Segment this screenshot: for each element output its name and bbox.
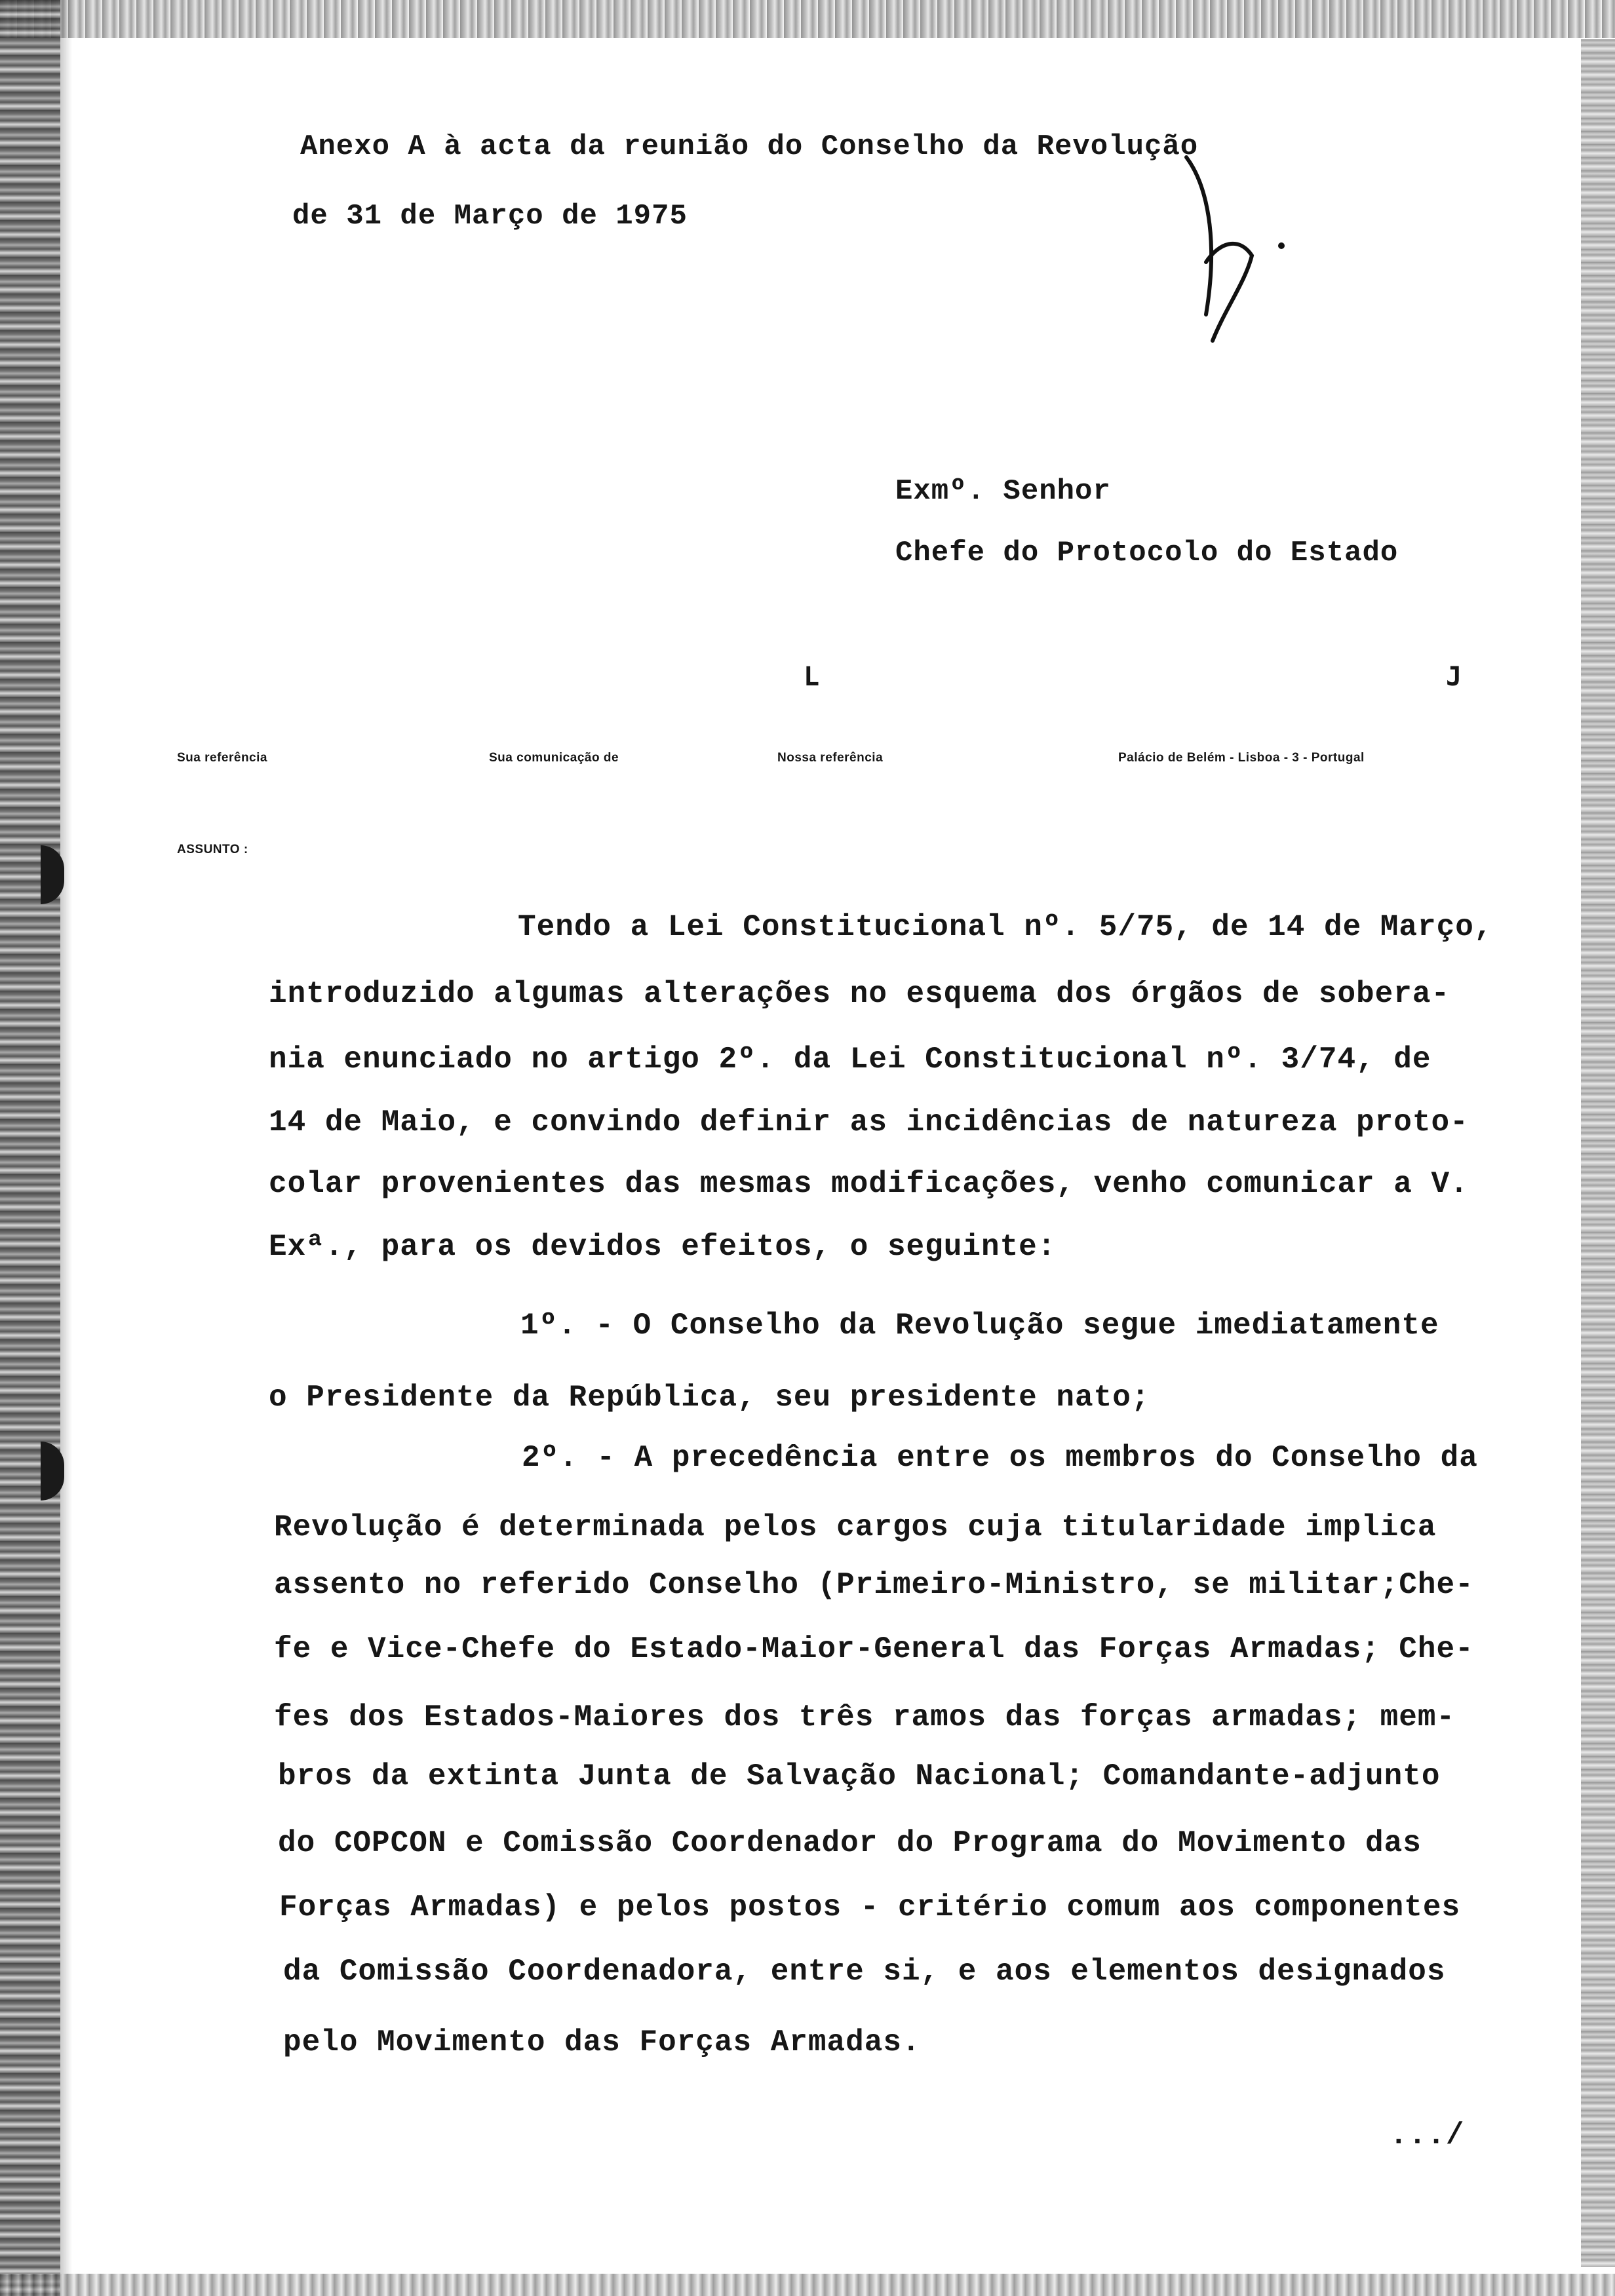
body-line: fe e Vice-Chefe do Estado-Maior-General das Forças Armadas; Che- (274, 1632, 1474, 1666)
address-window-bracket-left: L (804, 662, 820, 692)
scan-edge-top (0, 0, 1615, 38)
body-line: colar provenientes das mesmas modificações, venho comunicar a V. (269, 1167, 1469, 1201)
body-line: introduzido algumas alterações no esquema dos órgãos de sobera- (269, 977, 1450, 1011)
scan-edge-bottom (0, 2274, 1615, 2296)
body-line: fes dos Estados-Maiores dos três ramos das forças armadas; mem- (274, 1700, 1456, 1734)
header-line-2: de 31 de Março de 1975 (292, 200, 688, 233)
body-line: Revolução é determinada pelos cargos cuja titularidade implica (274, 1510, 1437, 1544)
body-line: 1º. - O Conselho da Revolução segue imediatamente (520, 1309, 1439, 1343)
body-line: da Comissão Coordenadora, entre si, e aos elementos designados (283, 1955, 1446, 1989)
label-sua-referencia: Sua referência (177, 751, 267, 765)
body-line: nia enunciado no artigo 2º. da Lei Constitucional nº. 3/74, de (269, 1043, 1431, 1077)
header-line-1: Anexo A à acta da reunião do Conselho da Revolução (300, 130, 1199, 163)
body-line: Forças Armadas) e pelos postos - critério comum aos componentes (279, 1890, 1461, 1924)
body-line: do COPCON e Comissão Coordenador do Programa do Movimento das (278, 1826, 1422, 1860)
addressee-line-1: Exmº. Senhor (895, 475, 1111, 508)
continuation-mark: .../ (1390, 2118, 1465, 2152)
scan-edge-right (1581, 39, 1615, 2267)
body-line: bros da extinta Junta de Salvação Nacional; Comandante-adjunto (278, 1759, 1441, 1793)
body-line: Exª., para os devidos efeitos, o seguinte: (269, 1230, 1057, 1264)
body-line: o Presidente da República, seu presidente nato; (269, 1381, 1150, 1415)
letterhead-address: Palácio de Belém - Lisboa - 3 - Portugal (1118, 751, 1365, 765)
body-line: 2º. - A precedência entre os membros do Conselho da (522, 1441, 1478, 1475)
body-line: pelo Movimento das Forças Armadas. (283, 2025, 921, 2059)
scan-edge-left (0, 0, 60, 2296)
addressee-line-2: Chefe do Protocolo do Estado (895, 537, 1399, 569)
label-sua-comunicacao: Sua comunicação de (489, 751, 619, 765)
body-line: Tendo a Lei Constitucional nº. 5/75, de 14 de Março, (518, 910, 1493, 944)
handwritten-signature (1167, 144, 1298, 354)
address-window-bracket-right: J (1446, 662, 1462, 692)
body-line: 14 de Maio, e convindo definir as incidências de natureza proto- (269, 1105, 1469, 1139)
body-line: assento no referido Conselho (Primeiro-Ministro, se militar;Che- (274, 1568, 1474, 1602)
label-assunto: ASSUNTO : (177, 843, 248, 856)
label-nossa-referencia: Nossa referência (777, 751, 884, 765)
